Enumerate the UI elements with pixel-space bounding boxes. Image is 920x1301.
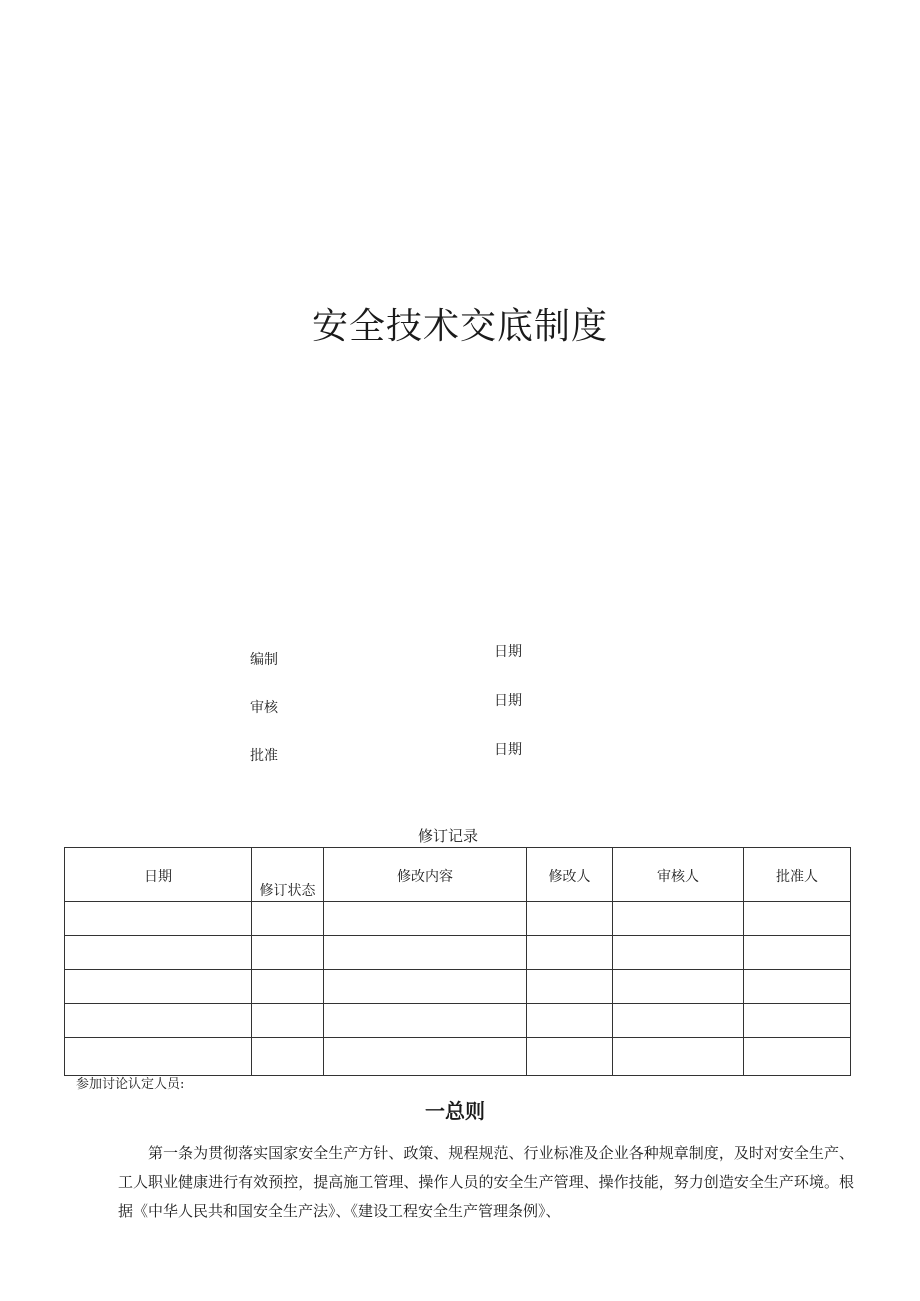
table-cell (744, 902, 851, 936)
revision-record-table (64, 847, 851, 1076)
document-title: 安全技术交底制度 (311, 306, 608, 347)
table-cell (65, 1038, 252, 1076)
table-cell (324, 902, 527, 936)
table-row (65, 902, 851, 936)
table-cell (324, 970, 527, 1004)
signoff-label-prepared: 编制 (250, 652, 278, 668)
table-cell (527, 1004, 613, 1038)
table-cell (613, 1038, 744, 1076)
table-cell (324, 1004, 527, 1038)
table-cell (527, 970, 613, 1004)
table-cell (252, 936, 324, 970)
table-cell (527, 1038, 613, 1076)
table-cell (613, 902, 744, 936)
table-cell (65, 1004, 252, 1038)
header-approved-by: 批准人 (744, 848, 851, 902)
signoff-date-prepared: 日期 (494, 644, 522, 660)
table-cell (613, 936, 744, 970)
table-cell (527, 936, 613, 970)
table-row (65, 970, 851, 1004)
section-paragraph: 第一条为贯彻落实国家安全生产方针、政策、规程规范、行业标准及企业各种规章制度，及时对安全生产、工人职业健康进行有效预控，提高施工管理、操作人员的安全生产管理、操作技能，努力创造安全生产环境。根据《中华人民共和国安全生产法》、《建设工程安全生产管理条例》、 (118, 1144, 854, 1220)
section-heading: 一总则 (425, 1099, 485, 1123)
table-cell (744, 1004, 851, 1038)
table-header-row (65, 848, 851, 902)
table-row (65, 1004, 851, 1038)
table-cell (744, 970, 851, 1004)
table-cell (252, 1038, 324, 1076)
signoff-label-approved: 批准 (250, 748, 278, 764)
table-cell (744, 936, 851, 970)
table-cell (65, 970, 252, 1004)
table-cell (613, 1004, 744, 1038)
signoff-date-approved: 日期 (494, 742, 522, 758)
table-row (65, 1038, 851, 1076)
header-change-content: 修改内容 (324, 848, 527, 902)
table-row (65, 936, 851, 970)
signoff-date-reviewed: 日期 (494, 693, 522, 709)
header-date: 日期 (65, 848, 252, 902)
table-cell (744, 1038, 851, 1076)
table-cell (65, 902, 252, 936)
table-cell (324, 1038, 527, 1076)
table-cell (324, 936, 527, 970)
table-cell (252, 1004, 324, 1038)
table-cell (252, 970, 324, 1004)
header-revision-status: 修订状态 (252, 848, 324, 902)
table-cell (613, 970, 744, 1004)
table-cell (65, 936, 252, 970)
revision-record-caption: 修订记录 (417, 827, 478, 845)
table-cell (527, 902, 613, 936)
header-modified-by: 修改人 (527, 848, 613, 902)
participants-label: 参加讨论认定人员: (76, 1077, 185, 1092)
header-reviewed-by: 审核人 (613, 848, 744, 902)
signoff-label-reviewed: 审核 (250, 700, 278, 716)
table-cell (252, 902, 324, 936)
